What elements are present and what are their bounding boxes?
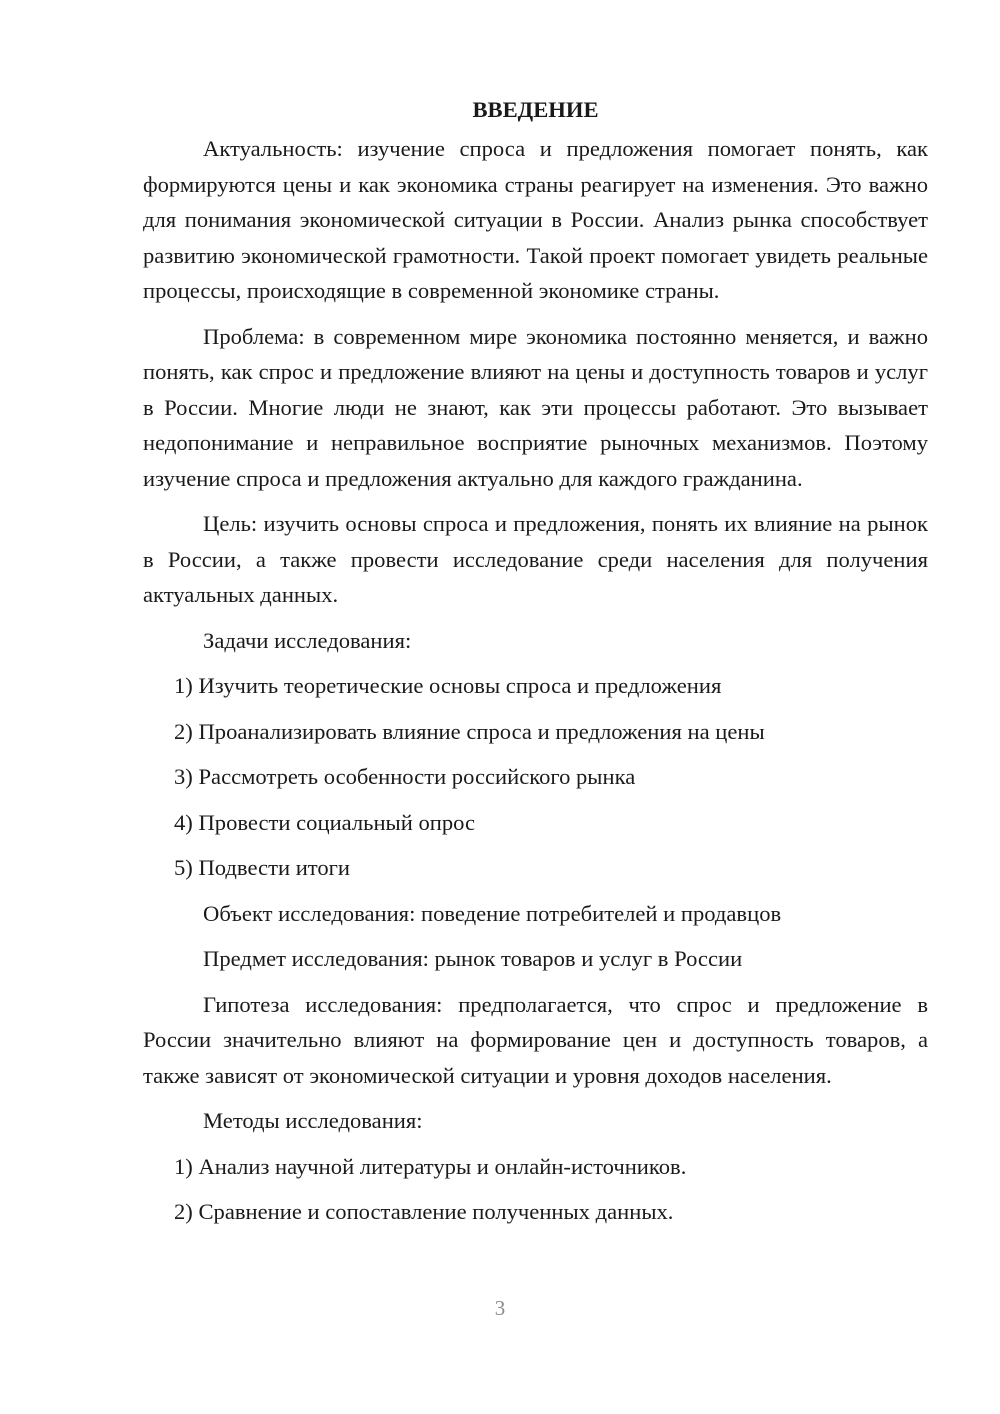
task-item: 1) Изучить теоретические основы спроса и предложения bbox=[174, 673, 722, 698]
task-item: 2) Проанализировать влияние спроса и предложения на цены bbox=[174, 718, 765, 744]
relevance-paragraph: Актуальность: изучение спроса и предложения помогает понять, как формируются цены и как экономика страны реагирует на изменения. Это важно для понимания экономической ситуации в России. Анализ рынка способствует развитию экономической грамотности. Такой проект помогает увидеть реальные процессы, происходящие в современной экономике страны. bbox=[143, 136, 928, 303]
page-number: 3 bbox=[494, 1296, 506, 1320]
method-item: 1) Анализ научной литературы и онлайн-источников. bbox=[174, 1153, 687, 1179]
method-item: 2) Сравнение и сопоставление полученных данных. bbox=[174, 1199, 674, 1224]
task-item: 4) Провести социальный опрос bbox=[174, 809, 476, 835]
tasks-heading: Задачи исследования: bbox=[203, 627, 412, 653]
hypothesis-paragraph: Гипотеза исследования: предполагается, что спрос и предложение в России значительно влияют на формирование цен и доступность товаров, а также зависят от экономической ситуации и уровня доходов населения. bbox=[143, 991, 928, 1088]
task-item: 5) Подвести итоги bbox=[174, 855, 351, 880]
section-title: ВВЕДЕНИЕ bbox=[472, 97, 599, 122]
document-page bbox=[143, 93, 928, 1240]
methods-heading: Методы исследования: bbox=[203, 1108, 423, 1133]
goal-paragraph: Цель: изучить основы спроса и предложения, понять их влияние на рынок в России, а также провести исследование среди населения для получения актуальных данных. bbox=[143, 511, 928, 607]
research-subject: Предмет исследования: рынок товаров и услуг в России bbox=[203, 946, 743, 971]
problem-paragraph: Проблема: в современном мире экономика постоянно меняется, и важно понять, как спрос и предложение влияют на цены и доступность товаров и услуг в России. Многие люди не знают, как эти процессы работают. Это вызывает недопонимание и неправильное восприятие рыночных механизмов. Поэтому изучение спроса и предложения актуально для каждого гражданина. bbox=[143, 323, 928, 491]
task-item: 3) Рассмотреть особенности российского рынка bbox=[174, 764, 636, 789]
research-object: Объект исследования: поведение потребителей и продавцов bbox=[203, 900, 782, 926]
